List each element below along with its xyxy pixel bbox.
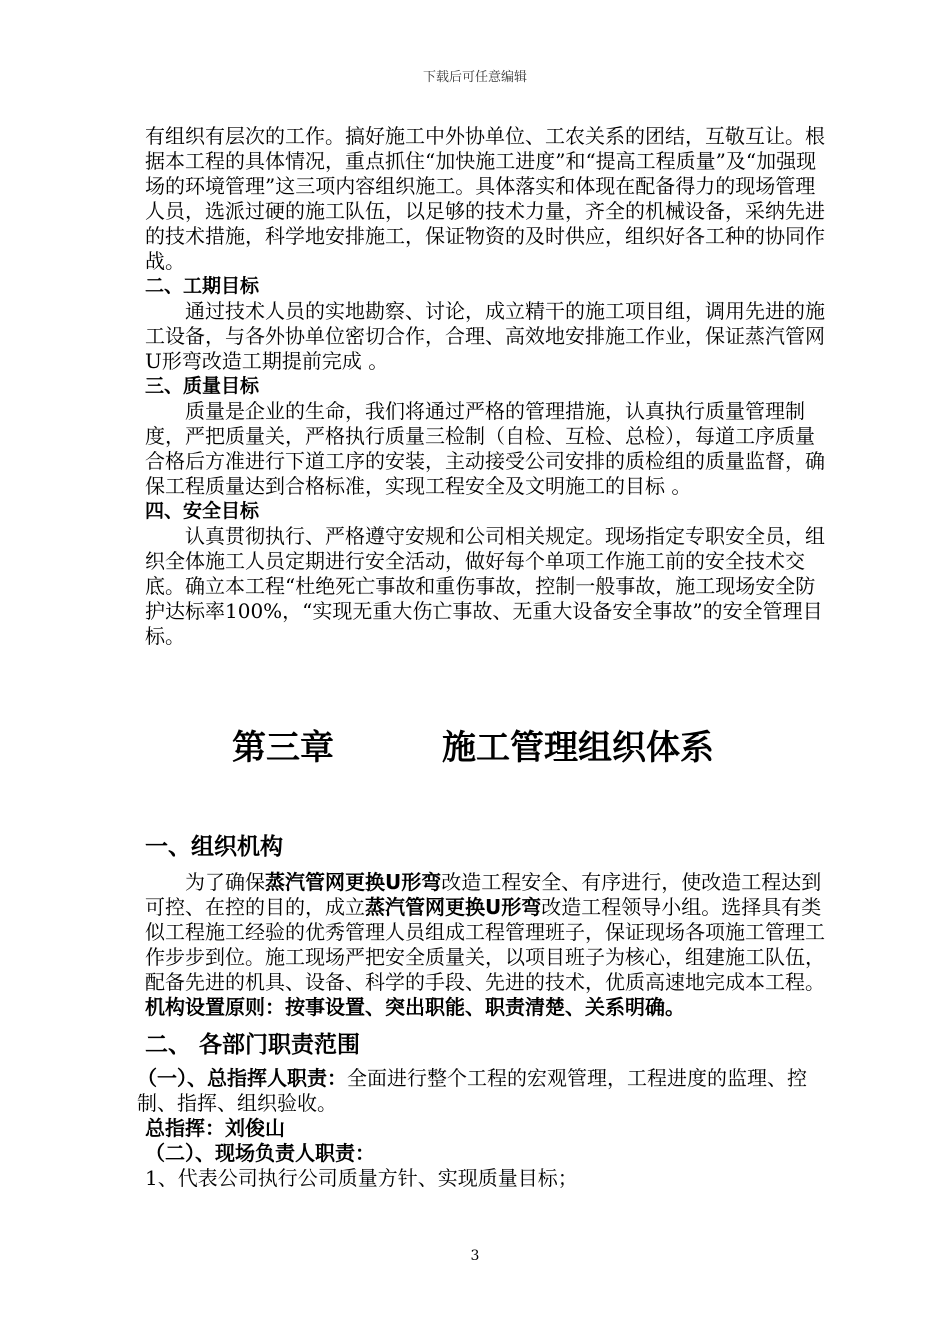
quality-heading: 三、质量目标 [145,375,260,397]
org-text-3: 改造工程领导小组。选择具有类似工程施工经验的优秀管理人员组成工程管理班子，保证现场各项施工管理工作步步到位。施工现场严把安全质量关，以项目班子为核心，组建施工队伍，配备先进的机具、设备、科学的手段、先进的技术，优质高速地完成本工程。 [145,895,825,994]
org-bold-principle: 机构设置原则：按事设置、突出职能、职责清楚、关系明确。 [145,995,685,1019]
schedule-body: 通过技术人员的实地勘察、讨论，成立精干的施工项目组，调用先进的施工设备，与各外协单位密切合作，合理、高效地安排施工作业，保证蒸汽管网U形弯改造工期提前完成 。 [145,299,825,373]
org-bold-2: 蒸汽管网更换U形弯 [365,895,542,919]
intro-paragraph: 有组织有层次的工作。搞好施工中外协单位、工农关系的团结，互敬互让。根据本工程的具体情况，重点抓住“加快施工进度”和“提高工程质量”及“加强现场的环境管理”这三项内容组织施工。具体落实和体现在配备得力的现场管理人员，选派过硬的施工队伍，以足够的技术力量，齐全的机械设备，采纳先进的技术措施，科学地安排施工，保证物资的及时供应，组织好各工种的协同作战。 [145,124,825,273]
site-manager-label: （二）、现场负责人职责： [145,1141,375,1165]
commander-name: 总指挥：刘俊山 [145,1116,285,1140]
commander-label: （一）、总指挥人职责： [137,1066,347,1090]
commander-duties [137,1066,825,1116]
organization-paragraph [145,870,825,1020]
org-text-2: 改造工程安全、有序进行，使改造工程达到可控、在控的目的，成立 [145,870,822,919]
document-body-top [145,124,825,649]
schedule-heading: 二、工期目标 [145,275,260,297]
organization-heading: 一、组织机构 [145,834,283,860]
org-text-1: 为了确保 [185,870,265,894]
safety-body: 认真贯彻执行、严格遵守安规和公司相关规定。现场指定专职安全员，组织全体施工人员定期进行安全活动，做好每个单项工作施工前的安全技术交底。确立本工程“杜绝死亡事故和重伤事故，控制一般事故，施工现场安全防护达标率100%，“实现无重大伤亡事故、无重大设备安全事故”的安全管理目标。 [145,524,825,648]
document-body-bottom [137,832,825,1191]
chapter-name: 施工管理组织体系 [442,728,714,768]
site-manager-item-1: 1、代表公司执行公司质量方针、实现质量目标； [145,1166,578,1190]
page-number: 3 [470,1248,480,1264]
departments-heading: 二、 各部门职责范围 [145,1032,361,1058]
org-bold-1: 蒸汽管网更换U形弯 [265,870,442,894]
chapter-number: 第三章 [232,728,334,768]
safety-heading: 四、安全目标 [145,500,260,522]
page-header: 下载后可任意编辑 [422,70,527,85]
quality-body: 质量是企业的生命，我们将通过严格的管理措施，认真执行质量管理制度，严把质量关，严格执行质量三检制（自检、互检、总检），每道工序质量合格后方准进行下道工序的安装，主动接受公司安排的质检组的质量监督，确保工程质量达到合格标准，实现工程安全及文明施工的目标 。 [145,399,825,498]
commander-text: 全面进行整个工程的宏观管理，工程进度的监理、控制、指挥、组织验收。 [137,1066,807,1115]
